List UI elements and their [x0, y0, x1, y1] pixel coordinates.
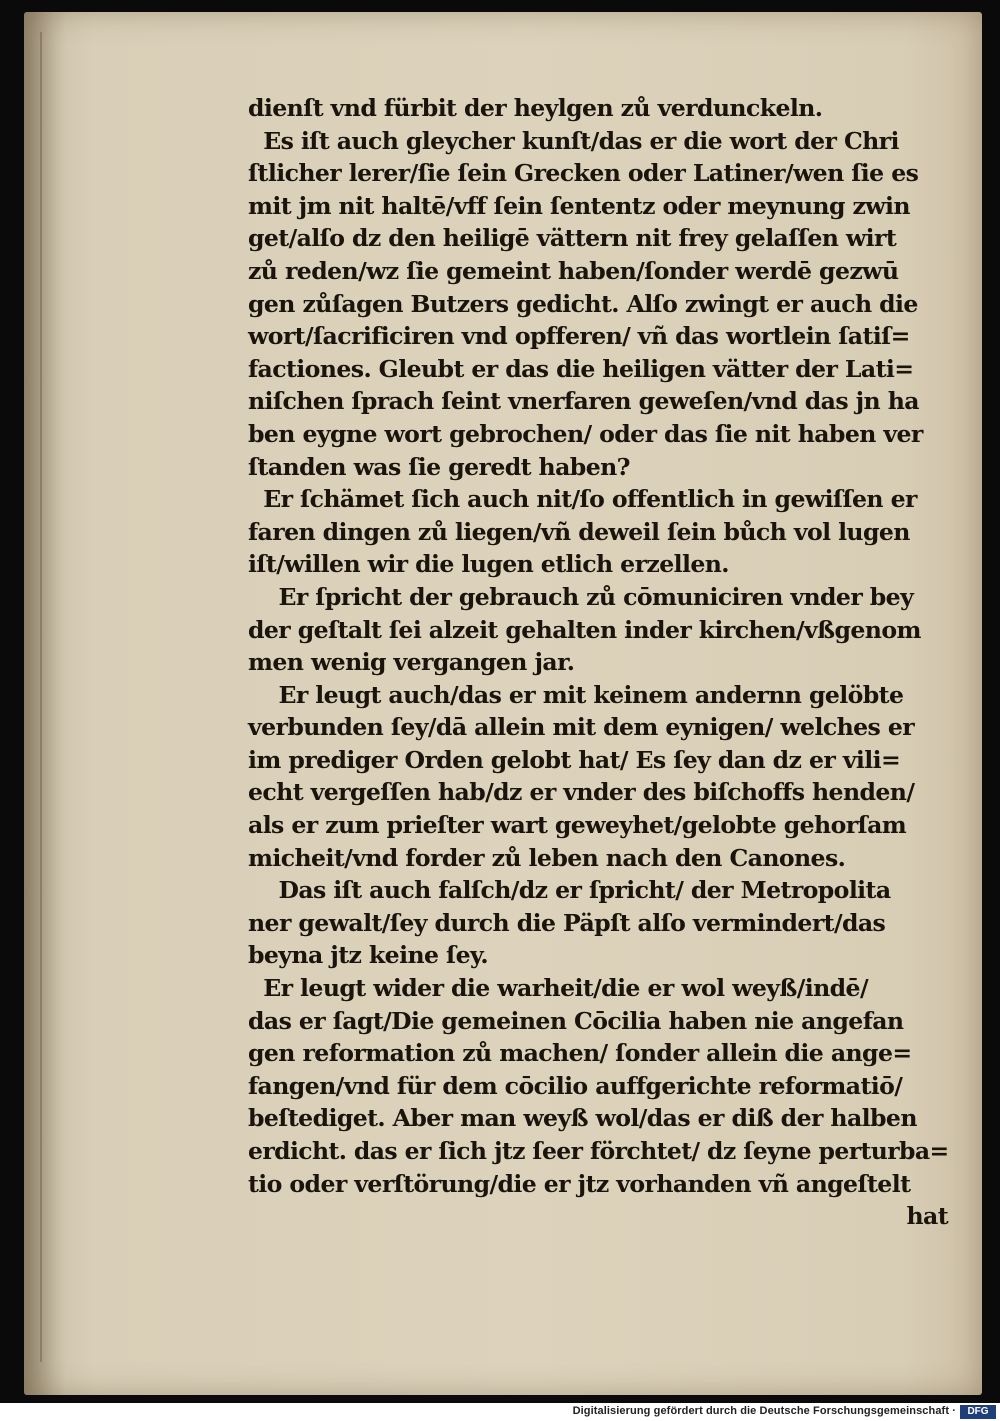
text-line: wort/ſacrificiren vnd opfferen/ vñ das wortlein ſatiſ=	[248, 322, 910, 351]
text-line: beyna jtz keine ſey.	[248, 941, 488, 970]
text-line: ben eygne wort gebrochen/ oder das ſie nit haben ver	[248, 419, 923, 448]
text-line: ſtlicher lerer/ſie ſein Grecken oder Latiner/wen ſie es	[248, 159, 919, 188]
text-line: das er ſagt/Die gemeinen Cōcilia haben nie angefan	[248, 1006, 904, 1035]
text-line: Er leugt auch/das er mit keinem andernn gelöbte	[248, 680, 904, 709]
catchword: hat	[906, 1202, 948, 1231]
text-line: fangen/vnd für dem cōcilio auffgerichte reformatiō/	[248, 1071, 903, 1100]
page-binding-shadow	[24, 12, 66, 1395]
text-line: Es iſt auch gleycher kunſt/das er die wort der Chri	[248, 126, 899, 155]
funding-credit: Digitalisierung gefördert durch die Deutsche Forschungsgemeinschaft ·	[572, 1405, 956, 1417]
text-line: als er zum prieſter wart geweyhet/gelobte gehorſam	[248, 811, 907, 840]
text-line: im prediger Orden gelobt hat/ Es ſey dan dz er vili=	[248, 745, 901, 774]
text-line: gen reformation zů machen/ ſonder allein die ange=	[248, 1039, 912, 1068]
text-line: iſt/willen wir die lugen etlich erzellen.	[248, 550, 729, 579]
text-line: verbunden ſey/dā allein mit dem eynigen/ welches er	[248, 713, 915, 742]
text-line: Er ſpricht der gebrauch zů cōmuniciren vnder bey	[248, 582, 914, 611]
dfg-logo: DFG	[960, 1405, 996, 1419]
text-line: tio oder verſtörung/die er jtz vorhanden vñ angeſtelt	[248, 1169, 911, 1198]
text-line: Das iſt auch falſch/dz er ſpricht/ der Metropolita	[248, 876, 891, 905]
text-line: micheit/vnd forder zů leben nach den Canones.	[248, 843, 846, 872]
text-line: beſtediget. Aber man weyß wol/das er diß der halben	[248, 1104, 917, 1133]
footer-bar	[0, 1403, 1000, 1421]
text-line: men wenig vergangen jar.	[248, 648, 575, 677]
text-line: zů reden/wz ſie gemeint haben/ſonder werdē gezwū	[248, 256, 899, 285]
text-line: der geſtalt ſei alzeit gehalten inder kirchen/vßgenom	[248, 615, 921, 644]
text-line: Er ſchämet ſich auch nit/ſo offentlich in gewiſſen er	[248, 485, 917, 514]
text-line: erdicht. das er ſich jtz ſeer förchtet/ dz ſeyne perturba=	[248, 1137, 949, 1165]
text-line: gen zůſagen Butzers gedicht. Alſo zwingt er auch die	[248, 289, 918, 318]
text-line: factiones. Gleubt er das die heiligen vätter der Lati=	[248, 354, 914, 383]
gutter-line	[40, 32, 42, 1362]
text-line: dienſt vnd fürbit der heylgen zů verdunckeln.	[248, 94, 823, 122]
text-line: get/alſo dz den heiligē vättern nit frey gelaſſen wirt	[248, 224, 897, 253]
text-line: niſchen ſprach ſeint vnerfaren geweſen/vnd das jn ha	[248, 387, 919, 416]
text-line: ſtanden was ſie geredt haben?	[248, 452, 630, 481]
page-text-block	[248, 92, 948, 1233]
text-line: mit jm nit haltē/vff ſein ſententz oder meynung zwin	[248, 191, 910, 220]
text-line: Er leugt wider die warheit/die er wol weyß/indē/	[248, 974, 868, 1003]
text-line: echt vergeſſen hab/dz er vnder des biſchoffs henden/	[248, 778, 915, 807]
text-line: faren dingen zů liegen/vñ deweil ſein bůch vol lugen	[248, 517, 910, 546]
text-line: ner gewalt/ſey durch die Päpſt alſo vermindert/das	[248, 908, 886, 937]
